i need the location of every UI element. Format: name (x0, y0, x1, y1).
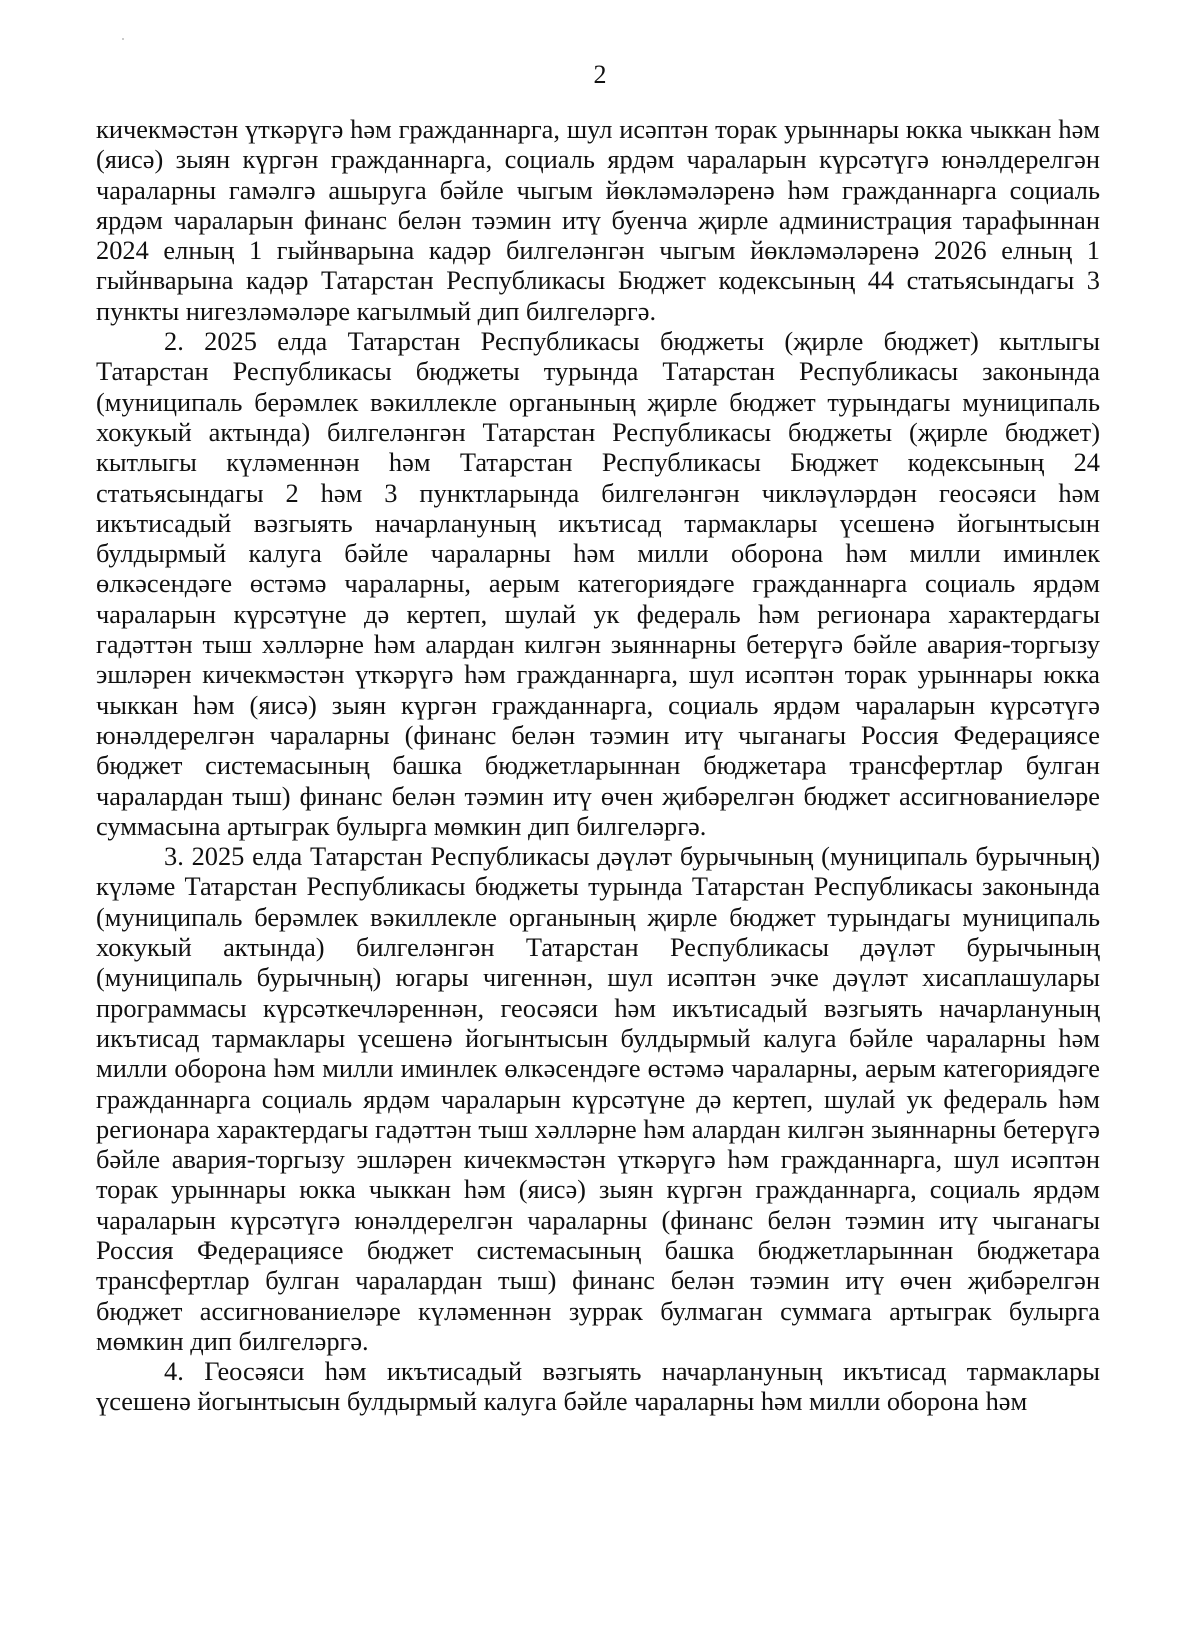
paragraph-item-3: 3. 2025 елда Татарстан Республикасы дәүләт бурычының (муниципаль бурычның) күләме Татарстан Республикасы бюджеты турында Татарстан Республикасы законында (муниципаль берәмлек вәкиллекле органының җирле бюджет турындагы муниципаль хокукый актында) билгеләнгән Татарстан Республикасы дәүләт бурычының (муниципаль бурычның) югары чигеннән, шул исәптән эчке дәүләт хисаплашулары программасы күрсәткечләреннән, геосәяси һәм икътисадый вәзгыять начарлануның икътисад тармаклары үсешенә йогынтысын булдырмый калуга бәйле чараларны һәм милли оборона һәм милли иминлек өлкәсендәге өстәмә чараларны, аерым категориядәге гражданнарга социаль ярдәм чараларын күрсәтүне дә кертеп, шулай ук федераль һәм регионара характердагы гадәттән тыш хәлләрне һәм алардан килгән зыяннарны бетерүгә бәйле авария-торгызу эшләрен кичекмәстән үткәрүгә һәм гражданнарга, шул исәптән торак урыннары юкка чыккан һәм (яисә) зыян күргән гражданнарга, социаль ярдәм чараларын күрсәтүгә юнәлдерелгән чараларны (финанс белән тәэмин итү чыганагы Россия Федерациясе бюджет системасының башка бюджетларыннан бюджетара трансфертлар булган чаралардан тыш) финанс белән тәэмин итү өчен җибәрелгән бюджет ассигнованиеләре күләменнән зуррак булмаган суммага артыграк булырга мөмкин дип билгеләргә. (96, 841, 1100, 1356)
page-number: 2 (593, 60, 607, 89)
paragraph-item-4: 4. Геосәяси һәм икътисадый вәзгыять начарлануның икътисад тармаклары үсешенә йогынтысын булдырмый калуга бәйле чараларны һәм милли оборона һәм (96, 1356, 1100, 1417)
scan-speck (122, 38, 124, 40)
document-body (96, 114, 1100, 1417)
paragraph-item-2: 2. 2025 елда Татарстан Республикасы бюджеты (җирле бюджет) кытлыгы Татарстан Республикасы бюджеты турында Татарстан Республикасы законында (муниципаль берәмлек вәкиллекле органының җирле бюджет турындагы муниципаль хокукый актында) билгеләнгән Татарстан Республикасы бюджеты (җирле бюджет) кытлыгы күләменнән һәм Татарстан Республикасы Бюджет кодексының 24 статьясындагы 2 һәм 3 пунктларында билгеләнгән чикләүләрдән геосәяси һәм икътисадый вәзгыять начарлануның икътисад тармаклары үсешенә йогынтысын булдырмый калуга бәйле чараларны һәм милли оборона һәм милли иминлек өлкәсендәге өстәмә чараларны, аерым категориядәге гражданнарга социаль ярдәм чараларын күрсәтүне дә кертеп, шулай ук федераль һәм регионара характердагы гадәттән тыш хәлләрне һәм алардан килгән зыяннарны бетерүгә бәйле авария-торгызу эшләрен кичекмәстән үткәрүгә һәм гражданнарга, шул исәптән торак урыннары юкка чыккан һәм (яисә) зыян күргән гражданнарга, социаль ярдәм чараларын күрсәтүгә юнәлдерелгән чараларны (финанс белән тәэмин итү чыганагы Россия Федерациясе бюджет системасының башка бюджетларыннан бюджетара трансфертлар булган чаралардан тыш) финанс белән тәэмин итү өчен җибәрелгән бюджет ассигнованиеләре суммасына артыграк булырга мөмкин дип билгеләргә. (96, 326, 1100, 841)
paragraph-continuation: кичекмәстән үткәрүгә һәм гражданнарга, шул исәптән торак урыннары юкка чыккан һәм (яисә) зыян күргән гражданнарга, социаль ярдәм чараларын күрсәтүгә юнәлдерелгән чараларны гамәлгә ашыруга бәйле чыгым йөкләмәләренә һәм гражданнарга социаль ярдәм чараларын финанс белән тәэмин итү буенча җирле администрация тарафыннан 2024 елның 1 гыйнварына кадәр билгеләнгән чыгым йөкләмәләренә 2026 елның 1 гыйнварына кадәр Татарстан Республикасы Бюджет кодексының 44 статьясындагы 3 пункты нигезләмәләре кагылмый дип билгеләргә. (96, 114, 1100, 326)
